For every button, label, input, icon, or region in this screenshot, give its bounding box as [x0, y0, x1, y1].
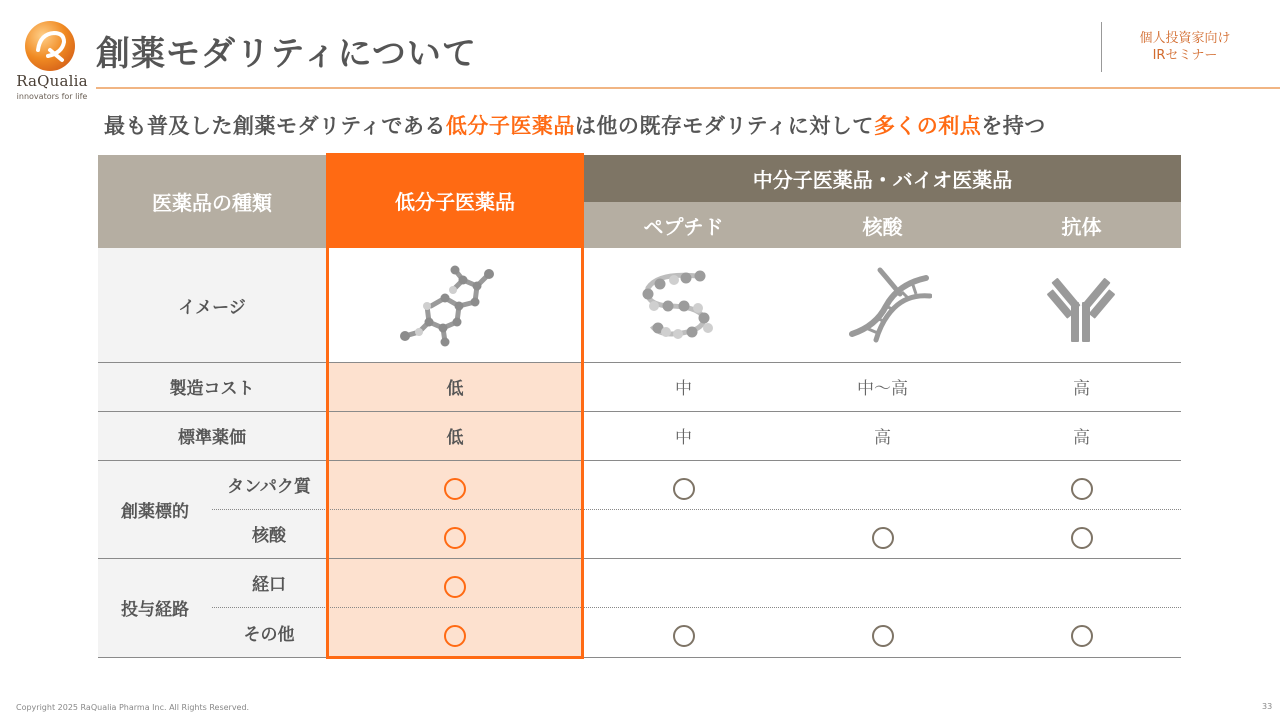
logo-tagline: innovators for life	[16, 92, 88, 101]
sub-label-oral: 経口	[252, 575, 286, 595]
mark-other-nucleic-acid	[783, 611, 982, 660]
audience-line-1: 個人投資家向け	[1139, 31, 1231, 46]
logo-mark-icon	[24, 20, 76, 72]
header-mid-bio: 中分子医薬品・バイオ医薬品	[584, 155, 1181, 202]
circle-mark-icon	[872, 625, 894, 647]
subtitle-highlight-2: 多くの利点	[873, 114, 982, 138]
mark-protein-peptide	[584, 464, 783, 513]
subtitle-highlight-1: 低分子医薬品	[445, 114, 575, 138]
price-small-molecule: 低	[446, 428, 464, 448]
header-nucleic-acid: 核酸	[783, 202, 982, 248]
sub-label-nucleic: 核酸	[252, 526, 286, 546]
audience-line-2: IRセミナー	[1152, 48, 1218, 63]
circle-mark-icon	[1071, 478, 1093, 500]
header-peptide: ペプチド	[584, 202, 783, 248]
circle-mark-icon	[1071, 527, 1093, 549]
subtitle-part-2: は他の既存モダリティに対して	[574, 114, 874, 138]
mark-nucleic-nucleic-acid	[783, 513, 982, 562]
row-label-image: イメージ	[178, 297, 246, 318]
page-number: 33	[1262, 702, 1273, 711]
group-label-target: 創薬標的	[121, 501, 189, 522]
row-label-cost: 製造コスト	[169, 379, 255, 399]
header-antibody: 抗体	[982, 202, 1181, 248]
circle-mark-icon	[872, 527, 894, 549]
mark-protein-antibody	[982, 464, 1181, 513]
audience-label	[1110, 30, 1260, 64]
peptide-icon	[638, 266, 728, 344]
price-peptide: 中	[675, 428, 692, 448]
cost-small-molecule: 低	[446, 379, 464, 399]
sub-label-protein: タンパク質	[227, 477, 311, 497]
price-antibody: 高	[1073, 428, 1090, 448]
header-rule	[96, 87, 1280, 89]
subtitle-part-1: 最も普及した創薬モダリティである	[104, 114, 446, 138]
group-label-route: 投与経路	[121, 600, 189, 620]
mark-other-antibody	[982, 611, 1181, 660]
page-title: 創薬モダリティについて	[96, 34, 477, 74]
cost-antibody: 高	[1073, 379, 1090, 399]
company-logo	[12, 14, 92, 106]
circle-mark-icon	[673, 478, 695, 500]
dna-helix-icon	[846, 264, 932, 344]
subtitle-part-3: を持つ	[981, 114, 1046, 138]
circle-mark-icon	[1071, 625, 1093, 647]
copyright-text: Copyright 2025 RaQualia Pharma Inc. All Rights Reserved.	[16, 703, 250, 712]
row-label-price: 標準薬価	[178, 428, 246, 448]
small-molecule-highlight-frame	[326, 153, 584, 659]
slide-subtitle	[104, 110, 1046, 140]
header-drug-type: 医薬品の種類	[98, 155, 326, 248]
sub-label-other: その他	[243, 624, 295, 645]
cost-peptide: 中	[675, 379, 692, 399]
mark-nucleic-antibody	[982, 513, 1181, 562]
logo-name: RaQualia	[16, 72, 88, 90]
price-nucleic-acid: 高	[874, 428, 891, 448]
cost-nucleic-acid: 中〜高	[857, 379, 908, 399]
header-small-molecule: 低分子医薬品	[326, 153, 584, 248]
mark-other-peptide	[584, 611, 783, 660]
header-divider	[1101, 22, 1102, 72]
antibody-icon	[1046, 270, 1116, 342]
circle-mark-icon	[673, 625, 695, 647]
